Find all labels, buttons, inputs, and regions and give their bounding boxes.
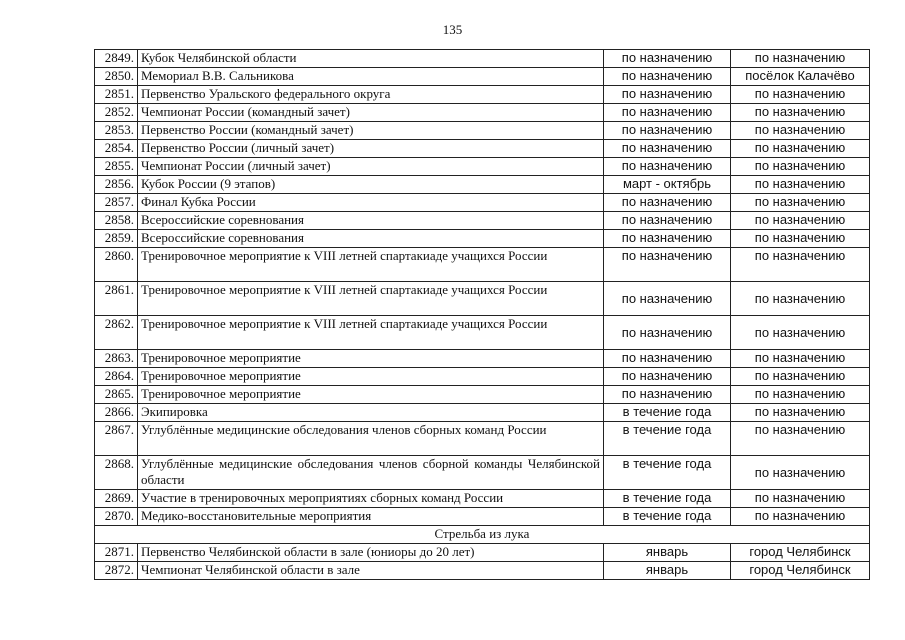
- event-place: город Челябинск: [731, 562, 870, 580]
- event-date: по назначению: [604, 104, 731, 122]
- table-row: [95, 230, 870, 248]
- event-name: Первенство Уральского федерального округа: [138, 86, 604, 104]
- event-name: Углублённые медицинские обследования членов сборной команды Челябинской области: [138, 456, 604, 490]
- table-row: [95, 544, 870, 562]
- row-number: 2871.: [95, 544, 138, 562]
- event-name: Мемориал В.В. Сальникова: [138, 68, 604, 86]
- page-number: 135: [442, 22, 463, 37]
- table-row: [95, 194, 870, 212]
- event-name: Всероссийские соревнования: [138, 230, 604, 248]
- event-place: по назначению: [731, 122, 870, 140]
- event-place: по назначению: [731, 86, 870, 104]
- event-date: по назначению: [604, 350, 731, 368]
- row-number: 2867.: [95, 422, 138, 456]
- table-row: [95, 50, 870, 68]
- row-number: 2866.: [95, 404, 138, 422]
- event-date: по назначению: [604, 368, 731, 386]
- table-row: [95, 490, 870, 508]
- table-row: [95, 562, 870, 580]
- event-date: по назначению: [604, 68, 731, 86]
- event-name: Тренировочное мероприятие: [138, 350, 604, 368]
- section-row: [95, 526, 870, 544]
- event-date: март - октябрь: [604, 176, 731, 194]
- event-place: по назначению: [731, 350, 870, 368]
- table-row: [95, 404, 870, 422]
- row-number: 2859.: [95, 230, 138, 248]
- event-date: по назначению: [604, 230, 731, 248]
- row-number: 2865.: [95, 386, 138, 404]
- table-row: [95, 368, 870, 386]
- table-row: [95, 86, 870, 104]
- event-date: в течение года: [604, 490, 731, 508]
- row-number: 2855.: [95, 158, 138, 176]
- table-row: [95, 386, 870, 404]
- event-date: по назначению: [604, 86, 731, 104]
- table-row: [95, 248, 870, 282]
- row-number: 2861.: [95, 282, 138, 316]
- row-number: 2864.: [95, 368, 138, 386]
- table-row: [95, 122, 870, 140]
- table-row: [95, 104, 870, 122]
- event-name: Тренировочное мероприятие: [138, 368, 604, 386]
- event-name: Тренировочное мероприятие к VIII летней спартакиаде учащихся России: [138, 248, 604, 282]
- table-row: [95, 316, 870, 350]
- event-date: по назначению: [604, 316, 731, 350]
- row-number: 2854.: [95, 140, 138, 158]
- table-row: [95, 456, 870, 490]
- table-row: [95, 140, 870, 158]
- row-number: 2850.: [95, 68, 138, 86]
- event-name: Всероссийские соревнования: [138, 212, 604, 230]
- row-number: 2849.: [95, 50, 138, 68]
- event-date: по назначению: [604, 140, 731, 158]
- event-place: по назначению: [731, 212, 870, 230]
- event-name: Медико-восстановительные мероприятия: [138, 508, 604, 526]
- event-date: в течение года: [604, 404, 731, 422]
- event-name: Тренировочное мероприятие к VIII летней спартакиаде учащихся России: [138, 282, 604, 316]
- row-number: 2856.: [95, 176, 138, 194]
- event-place: по назначению: [731, 316, 870, 350]
- event-place: по назначению: [731, 158, 870, 176]
- event-name: Первенство России (командный зачет): [138, 122, 604, 140]
- table-row: [95, 68, 870, 86]
- table-row: [95, 158, 870, 176]
- event-date: по назначению: [604, 212, 731, 230]
- event-date: в течение года: [604, 508, 731, 526]
- event-place: по назначению: [731, 282, 870, 316]
- event-place: город Челябинск: [731, 544, 870, 562]
- row-number: 2853.: [95, 122, 138, 140]
- table-row: [95, 176, 870, 194]
- row-number: 2858.: [95, 212, 138, 230]
- event-name: Углублённые медицинские обследования членов сборных команд России: [138, 422, 604, 456]
- events-table: [94, 49, 870, 580]
- row-number: 2870.: [95, 508, 138, 526]
- event-date: январь: [604, 544, 731, 562]
- section-title: Стрельба из лука: [95, 526, 870, 544]
- event-place: по назначению: [731, 194, 870, 212]
- table-row: [95, 508, 870, 526]
- table-row: [95, 350, 870, 368]
- event-date: по назначению: [604, 50, 731, 68]
- event-place: по назначению: [731, 456, 870, 490]
- event-name: Экипировка: [138, 404, 604, 422]
- row-number: 2872.: [95, 562, 138, 580]
- table-row: [95, 422, 870, 456]
- event-name: Тренировочное мероприятие: [138, 386, 604, 404]
- event-place: по назначению: [731, 104, 870, 122]
- row-number: 2868.: [95, 456, 138, 490]
- table-row: [95, 282, 870, 316]
- event-place: по назначению: [731, 230, 870, 248]
- event-date: в течение года: [604, 422, 731, 456]
- event-place: по назначению: [731, 490, 870, 508]
- row-number: 2860.: [95, 248, 138, 282]
- event-name: Кубок России (9 этапов): [138, 176, 604, 194]
- event-name: Чемпионат России (командный зачет): [138, 104, 604, 122]
- row-number: 2851.: [95, 86, 138, 104]
- event-place: по назначению: [731, 248, 870, 282]
- event-place: по назначению: [731, 386, 870, 404]
- table-row: [95, 212, 870, 230]
- event-place: по назначению: [731, 368, 870, 386]
- event-date: в течение года: [604, 456, 731, 490]
- event-place: по назначению: [731, 422, 870, 456]
- event-place: посёлок Калачёво: [731, 68, 870, 86]
- event-name: Чемпионат России (личный зачет): [138, 158, 604, 176]
- event-place: по назначению: [731, 140, 870, 158]
- event-name: Кубок Челябинской области: [138, 50, 604, 68]
- event-name: Финал Кубка России: [138, 194, 604, 212]
- row-number: 2869.: [95, 490, 138, 508]
- event-date: по назначению: [604, 158, 731, 176]
- event-date: по назначению: [604, 248, 731, 282]
- event-name: Чемпионат Челябинской области в зале: [138, 562, 604, 580]
- row-number: 2857.: [95, 194, 138, 212]
- row-number: 2852.: [95, 104, 138, 122]
- event-date: по назначению: [604, 282, 731, 316]
- event-date: январь: [604, 562, 731, 580]
- event-name: Тренировочное мероприятие к VIII летней спартакиаде учащихся России: [138, 316, 604, 350]
- event-date: по назначению: [604, 194, 731, 212]
- row-number: 2863.: [95, 350, 138, 368]
- event-date: по назначению: [604, 386, 731, 404]
- event-place: по назначению: [731, 508, 870, 526]
- event-name: Первенство России (личный зачет): [138, 140, 604, 158]
- event-name: Участие в тренировочных мероприятиях сборных команд России: [138, 490, 604, 508]
- event-place: по назначению: [731, 404, 870, 422]
- row-number: 2862.: [95, 316, 138, 350]
- event-name: Первенство Челябинской области в зале (юниоры до 20 лет): [138, 544, 604, 562]
- event-date: по назначению: [604, 122, 731, 140]
- event-place: по назначению: [731, 176, 870, 194]
- event-place: по назначению: [731, 50, 870, 68]
